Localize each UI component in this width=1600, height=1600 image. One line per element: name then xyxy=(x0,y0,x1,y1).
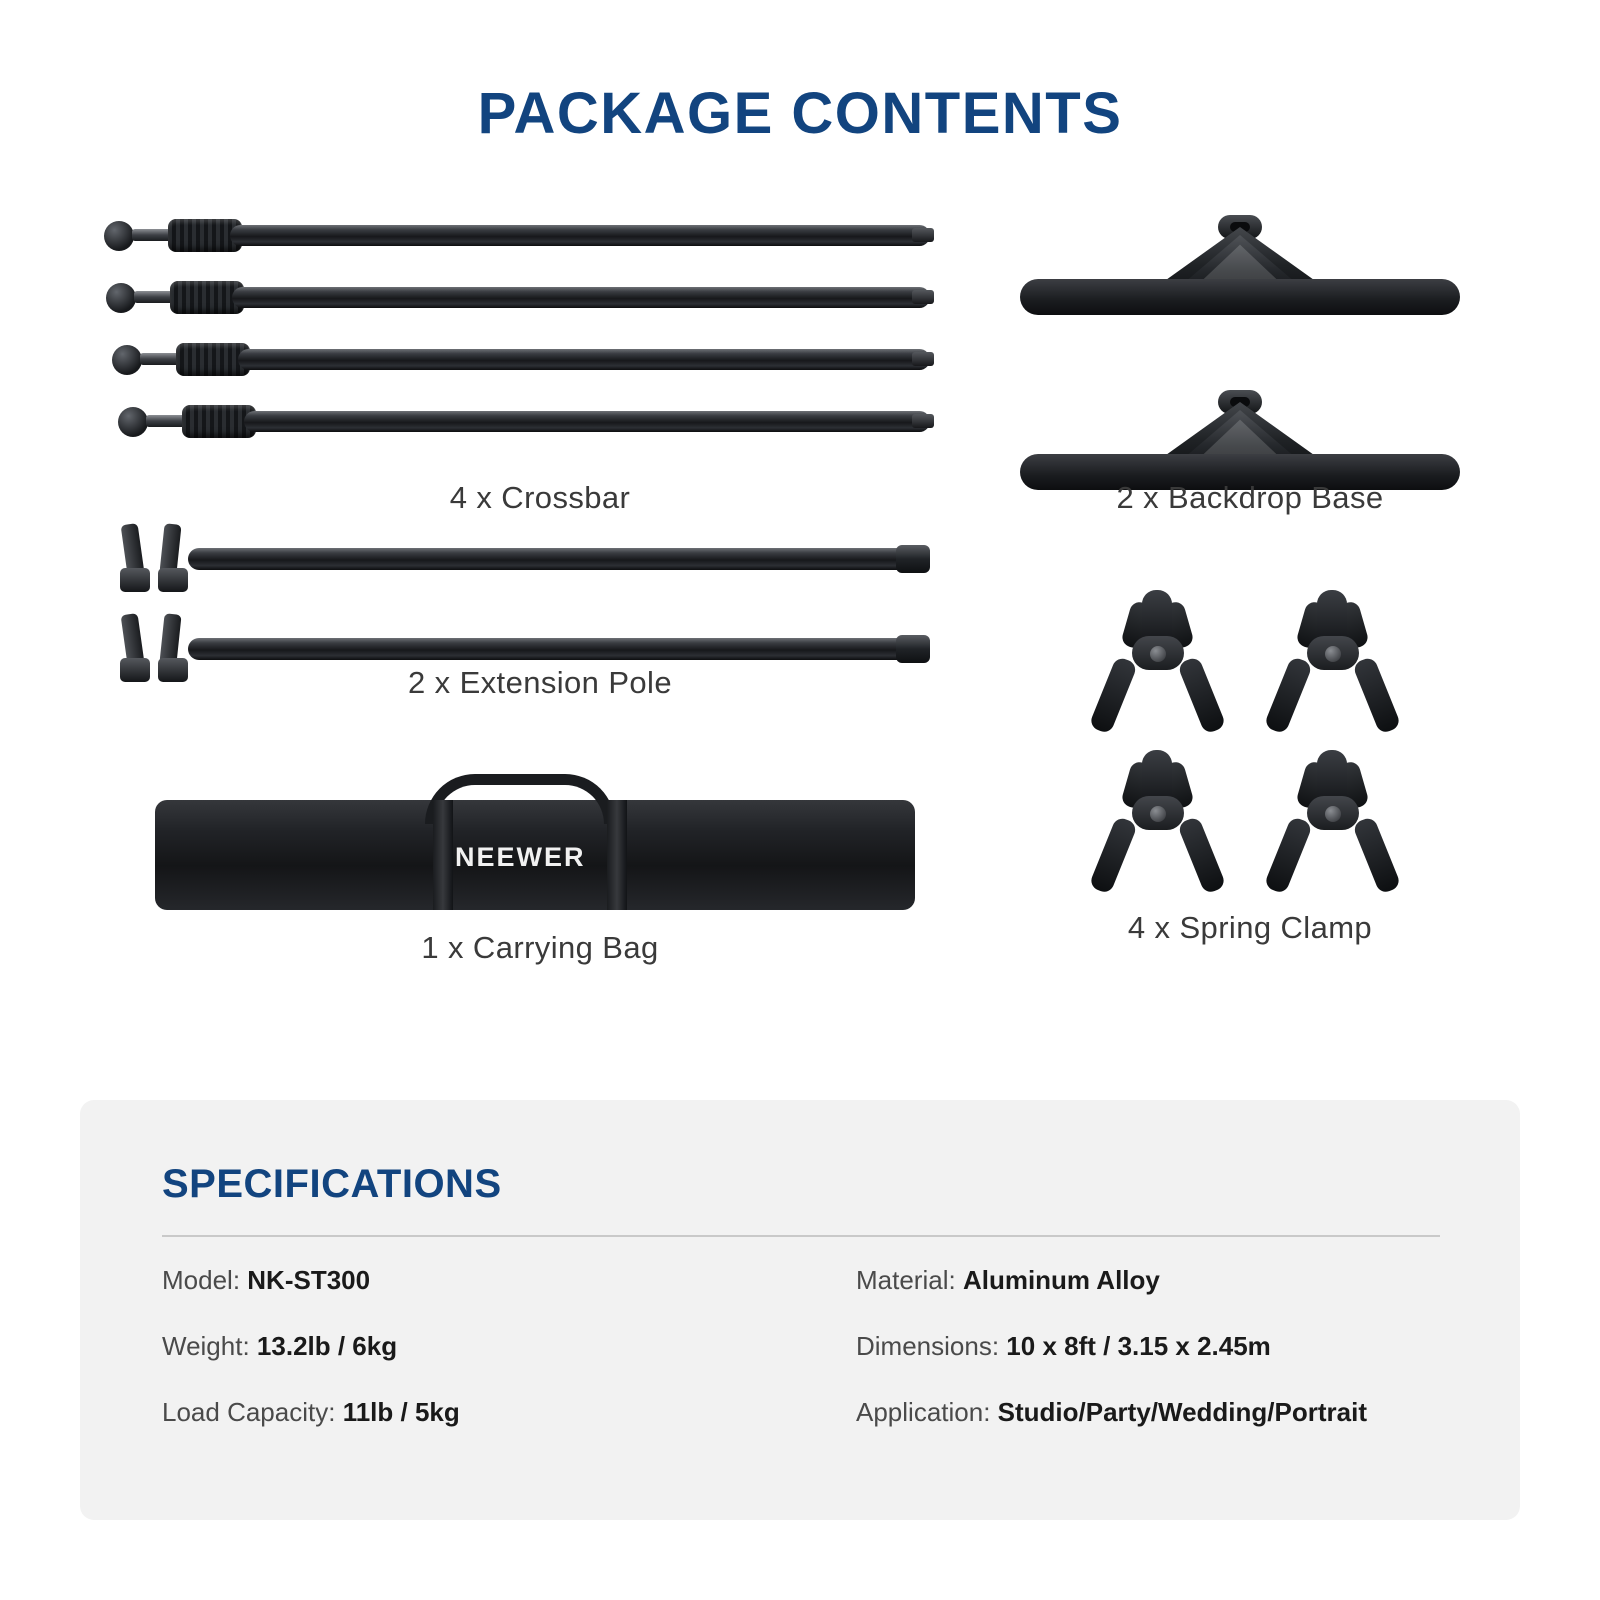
spec-row-model xyxy=(162,1265,801,1296)
spec-value: 10 x 8ft / 3.15 x 2.45m xyxy=(1006,1331,1271,1361)
extension-pole-shaft-icon xyxy=(188,548,918,570)
extension-pole-item xyxy=(100,520,940,610)
crossbar-end-knob-icon xyxy=(112,345,142,375)
crossbar-tip-icon xyxy=(912,352,934,366)
clamp-handle-left-icon xyxy=(1088,656,1138,735)
spec-value: Studio/Party/Wedding/Portrait xyxy=(997,1397,1367,1427)
spec-value: Aluminum Alloy xyxy=(962,1265,1160,1295)
spec-value: 13.2lb / 6kg xyxy=(256,1331,398,1361)
clamp-handle-right-icon xyxy=(1352,656,1402,735)
clamp-jaw-top-icon xyxy=(1317,750,1347,802)
spec-key: Dimensions: xyxy=(856,1331,1000,1361)
crossbar-tip-icon xyxy=(912,228,934,242)
backdrop-base-item xyxy=(1020,215,1460,325)
spec-row-application xyxy=(856,1397,1440,1428)
carrying-bag-illustration xyxy=(155,800,915,910)
spring-clamp-caption: 4 x Spring Clamp xyxy=(1127,910,1373,945)
spec-key: Application: xyxy=(856,1397,991,1427)
crossbar-item xyxy=(100,267,940,329)
clamp-jaw-top-icon xyxy=(1142,590,1172,642)
clamp-pin-icon xyxy=(1325,806,1341,822)
extension-pole-end-icon xyxy=(896,635,930,663)
spring-clamp-item xyxy=(1245,580,1420,740)
spec-key: Model: xyxy=(162,1265,241,1295)
clamp-handle-left-icon xyxy=(1088,816,1138,895)
spec-row-material xyxy=(856,1265,1440,1296)
specifications-column-left xyxy=(162,1265,801,1463)
clamp-handle-right-icon xyxy=(1352,816,1402,895)
crossbar-tip-icon xyxy=(912,290,934,304)
carrying-bag-handle-icon xyxy=(425,774,615,824)
specifications-title: SPECIFICATIONS xyxy=(162,1162,502,1206)
spring-clamp-illustration xyxy=(1070,580,1420,900)
clamp-handle-right-icon xyxy=(1177,816,1227,895)
carrying-bag-caption: 1 x Carrying Bag xyxy=(421,930,659,965)
crossbar-item xyxy=(100,391,940,453)
extension-pole-shaft-icon xyxy=(188,638,918,660)
crossbar-end-knob-icon xyxy=(104,221,134,251)
backdrop-base-plate-icon xyxy=(1020,279,1460,315)
spec-value: NK-ST300 xyxy=(247,1265,371,1295)
spring-clamp-item xyxy=(1070,740,1245,900)
crossbar-tip-icon xyxy=(912,414,934,428)
backdrop-base-caption: 2 x Backdrop Base xyxy=(1116,480,1384,515)
clamp-jaw-top-icon xyxy=(1142,750,1172,802)
spec-value: 11lb / 5kg xyxy=(342,1397,460,1427)
carrying-bag-body-icon xyxy=(155,800,915,910)
crossbar-shaft-icon xyxy=(232,287,930,308)
spec-key: Load Capacity: xyxy=(162,1397,336,1427)
crossbar-shaft-icon xyxy=(238,349,930,370)
specifications-panel xyxy=(80,1100,1520,1520)
clamp-pin-icon xyxy=(1150,806,1166,822)
specifications-divider xyxy=(162,1235,1440,1237)
clamp-jaw-top-icon xyxy=(1317,590,1347,642)
carrying-bag-strap-icon xyxy=(433,800,453,910)
crossbar-illustration xyxy=(100,205,940,453)
extension-pole-hub-icon xyxy=(158,568,188,592)
clamp-handle-right-icon xyxy=(1177,656,1227,735)
specifications-column-right xyxy=(801,1265,1440,1463)
crossbar-end-knob-icon xyxy=(118,407,148,437)
crossbar-end-knob-icon xyxy=(106,283,136,313)
spring-clamp-item xyxy=(1070,580,1245,740)
extension-pole-end-icon xyxy=(896,545,930,573)
crossbar-item xyxy=(100,329,940,391)
page-title: PACKAGE CONTENTS xyxy=(477,81,1123,146)
extension-pole-caption: 2 x Extension Pole xyxy=(408,665,672,700)
crossbar-caption: 4 x Crossbar xyxy=(449,480,631,515)
clamp-pin-icon xyxy=(1150,646,1166,662)
spec-key: Material: xyxy=(856,1265,956,1295)
spec-key: Weight: xyxy=(162,1331,250,1361)
carrying-bag-strap-icon xyxy=(607,800,627,910)
spec-row-dimensions xyxy=(856,1331,1440,1362)
spec-row-weight xyxy=(162,1331,801,1362)
clamp-handle-left-icon xyxy=(1263,656,1313,735)
crossbar-shaft-icon xyxy=(230,225,930,246)
clamp-pin-icon xyxy=(1325,646,1341,662)
spring-clamp-item xyxy=(1245,740,1420,900)
carrying-bag-brand-logo: NEEWER xyxy=(455,842,586,872)
crossbar-shaft-icon xyxy=(244,411,930,432)
clamp-handle-left-icon xyxy=(1263,816,1313,895)
spec-row-load-capacity xyxy=(162,1397,801,1428)
extension-pole-hub-icon xyxy=(120,568,150,592)
crossbar-item xyxy=(100,205,940,267)
